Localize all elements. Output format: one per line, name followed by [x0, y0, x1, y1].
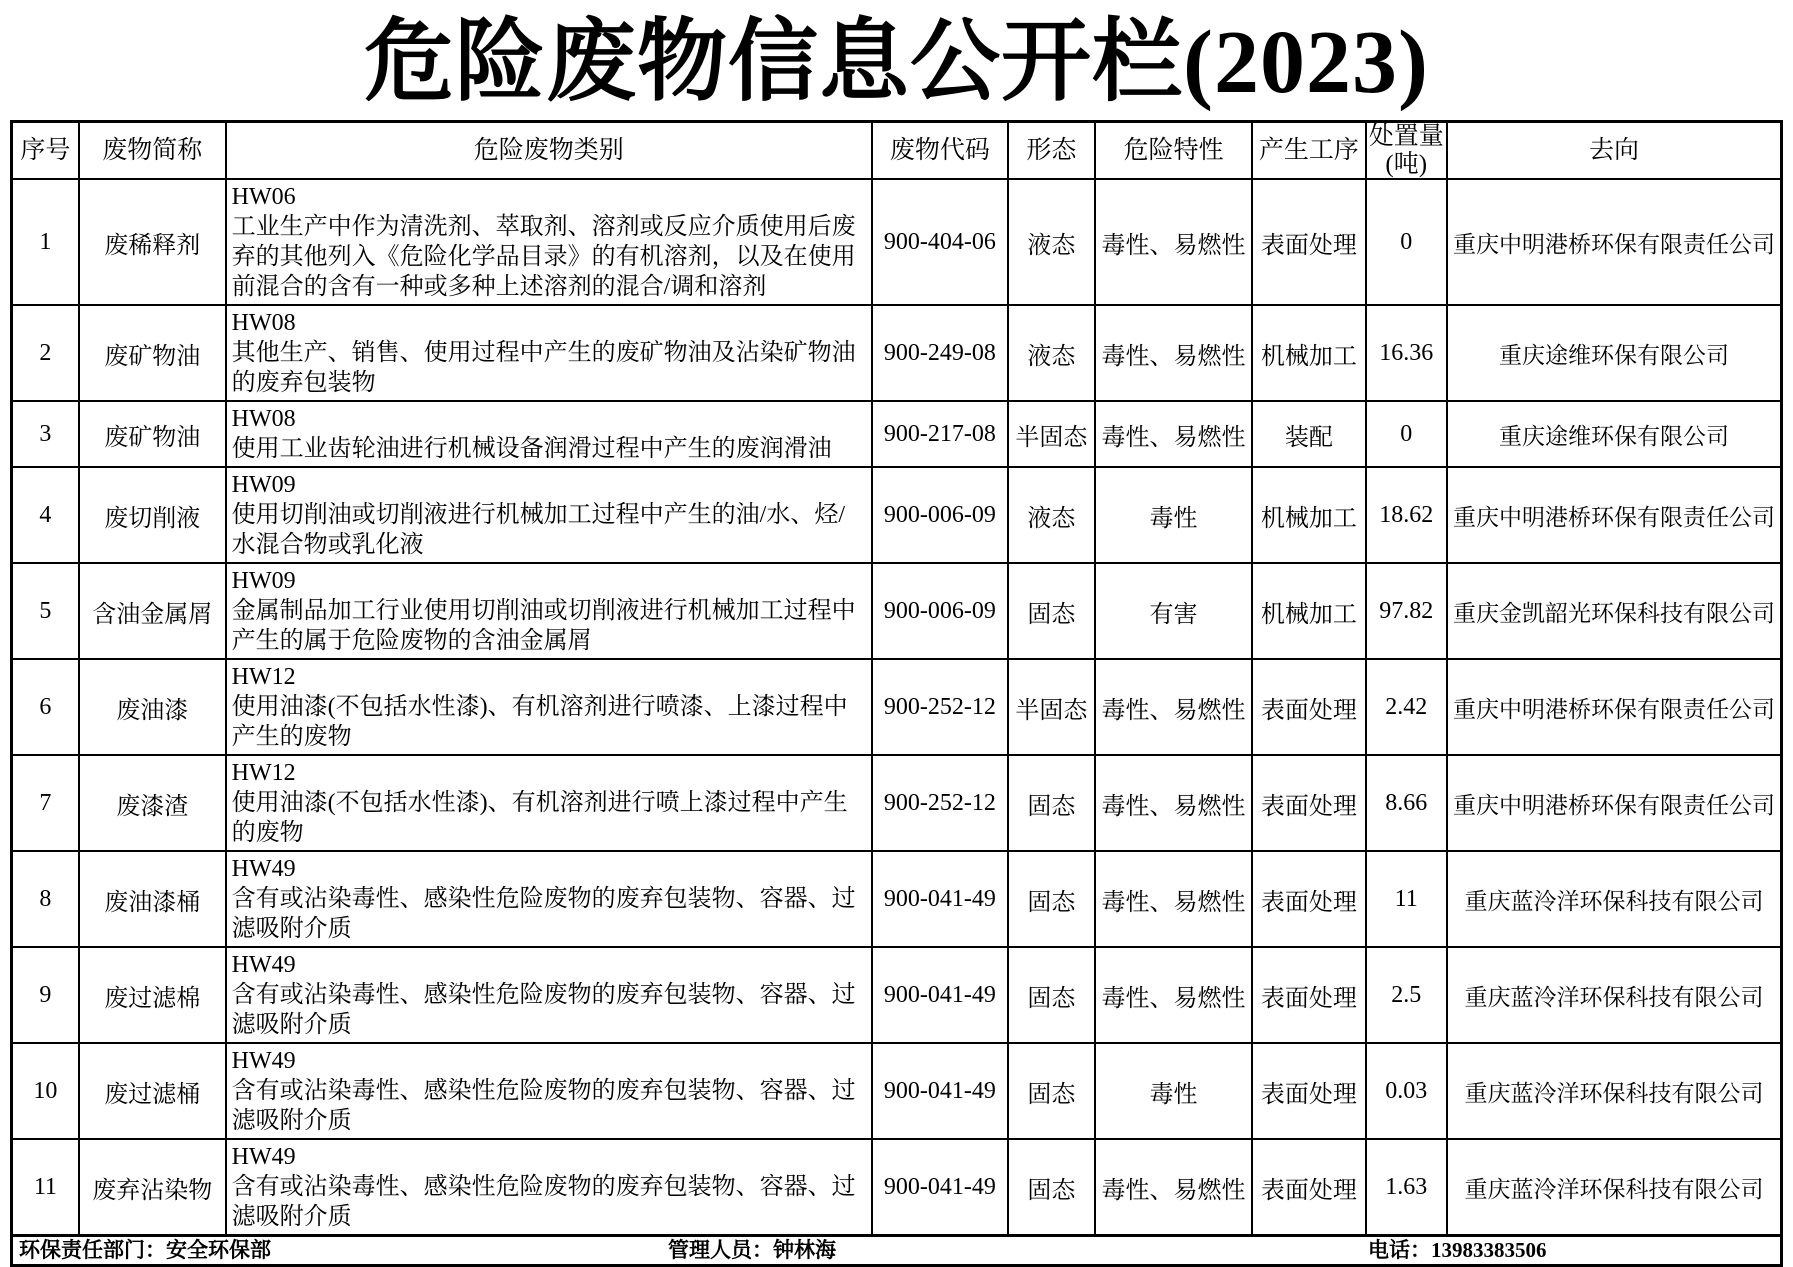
- cell-destination: 重庆中明港桥环保有限责任公司: [1447, 179, 1782, 305]
- page-title: 危险废物信息公开栏(2023): [364, 13, 1429, 112]
- cell-serial-no: 8: [12, 851, 79, 947]
- cell-hazard-traits: 毒性: [1095, 467, 1253, 563]
- cell-disposal-amount: 11: [1366, 851, 1447, 947]
- hw-category-code: HW06: [231, 184, 296, 211]
- cell-waste-name: 废漆渣: [79, 755, 226, 851]
- cell-waste-category: [226, 179, 872, 305]
- table-row: [12, 305, 1782, 401]
- table-row: [12, 947, 1782, 1043]
- table-row: [12, 401, 1782, 467]
- cell-waste-category: [226, 305, 872, 401]
- cell-waste-code: 900-041-49: [872, 851, 1008, 947]
- cell-destination: 重庆蓝泠洋环保科技有限公司: [1447, 1139, 1782, 1236]
- cell-form: 固态: [1008, 1139, 1095, 1236]
- hw-category-description: 使用工业齿轮油进行机械设备润滑过程中产生的废润滑油: [231, 436, 832, 463]
- table-row: [12, 1043, 1782, 1139]
- header-serial-no: 序号: [12, 122, 79, 180]
- cell-waste-code: 900-041-49: [872, 947, 1008, 1043]
- cell-disposal-amount: 16.36: [1366, 305, 1447, 401]
- waste-table: [10, 120, 1783, 1237]
- footer-responsible-dept: 环保责任部门：安全环保部: [19, 1238, 271, 1263]
- hw-category-description: 含有或沾染毒性、感染性危险废物的废弃包装物、容器、过滤吸附介质: [231, 886, 856, 943]
- hw-category-description: 使用切削油或切削液进行机械加工过程中产生的油/水、烃/水混合物或乳化液: [231, 502, 845, 559]
- cell-form: 半固态: [1008, 659, 1095, 755]
- table-header-row: [12, 122, 1782, 180]
- cell-hazard-traits: 毒性、易燃性: [1095, 755, 1253, 851]
- hw-category-code: HW08: [231, 406, 296, 433]
- cell-waste-code: 900-252-12: [872, 659, 1008, 755]
- cell-waste-code: 900-006-09: [872, 563, 1008, 659]
- cell-hazard-traits: 毒性、易燃性: [1095, 401, 1253, 467]
- cell-form: 液态: [1008, 305, 1095, 401]
- hw-category-code: HW12: [231, 760, 296, 787]
- table-row: [12, 659, 1782, 755]
- cell-serial-no: 7: [12, 755, 79, 851]
- cell-waste-category: [226, 659, 872, 755]
- header-process: 产生工序: [1252, 122, 1365, 180]
- hw-category-code: HW49: [231, 952, 296, 979]
- hw-category-description: 金属制品加工行业使用切削油或切削液进行机械加工过程中产生的属于危险废物的含油金属屑: [231, 598, 856, 655]
- hw-category-description: 含有或沾染毒性、感染性危险废物的废弃包装物、容器、过滤吸附介质: [231, 1078, 856, 1135]
- hw-category-description: 使用油漆(不包括水性漆)、有机溶剂进行喷漆、上漆过程中产生的废物: [231, 694, 848, 751]
- cell-destination: 重庆中明港桥环保有限责任公司: [1447, 467, 1782, 563]
- cell-serial-no: 5: [12, 563, 79, 659]
- cell-waste-category: [226, 755, 872, 851]
- footer-manager: 管理人员：钟林海: [668, 1238, 836, 1263]
- cell-disposal-amount: 0.03: [1366, 1043, 1447, 1139]
- hw-category-code: HW49: [231, 856, 296, 883]
- table-row: [12, 755, 1782, 851]
- cell-process: 表面处理: [1252, 1139, 1365, 1236]
- cell-disposal-amount: 2.5: [1366, 947, 1447, 1043]
- hw-category-description: 含有或沾染毒性、感染性危险废物的废弃包装物、容器、过滤吸附介质: [231, 1174, 856, 1231]
- header-disposal-amount: 处置量(吨): [1366, 122, 1447, 180]
- hw-category-description: 工业生产中作为清洗剂、萃取剂、溶剂或反应介质使用后废弃的其他列入《危险化学品目录》的有机溶剂，以及在使用前混合的含有一种或多种上述溶剂的混合/调和溶剂: [231, 214, 856, 301]
- cell-form: 固态: [1008, 947, 1095, 1043]
- cell-destination: 重庆金凯韶光环保科技有限公司: [1447, 563, 1782, 659]
- cell-process: 装配: [1252, 401, 1365, 467]
- cell-process: 表面处理: [1252, 179, 1365, 305]
- header-waste-code: 废物代码: [872, 122, 1008, 180]
- table-row: [12, 563, 1782, 659]
- cell-waste-code: 900-252-12: [872, 755, 1008, 851]
- cell-hazard-traits: 毒性、易燃性: [1095, 179, 1253, 305]
- cell-form: 液态: [1008, 467, 1095, 563]
- cell-disposal-amount: 97.82: [1366, 563, 1447, 659]
- cell-process: 表面处理: [1252, 755, 1365, 851]
- footer-bar: [10, 1237, 1783, 1267]
- cell-waste-category: [226, 1139, 872, 1236]
- cell-form: 液态: [1008, 179, 1095, 305]
- table-row: [12, 467, 1782, 563]
- cell-serial-no: 6: [12, 659, 79, 755]
- cell-destination: 重庆蓝泠洋环保科技有限公司: [1447, 851, 1782, 947]
- cell-waste-category: [226, 1043, 872, 1139]
- cell-waste-name: 废弃沾染物: [79, 1139, 226, 1236]
- cell-hazard-traits: 有害: [1095, 563, 1253, 659]
- footer-phone: 电话：13983383506: [1368, 1238, 1547, 1263]
- cell-waste-category: [226, 401, 872, 467]
- cell-form: 固态: [1008, 851, 1095, 947]
- cell-waste-name: 废过滤桶: [79, 1043, 226, 1139]
- cell-hazard-traits: 毒性、易燃性: [1095, 947, 1253, 1043]
- cell-hazard-traits: 毒性、易燃性: [1095, 659, 1253, 755]
- cell-disposal-amount: 18.62: [1366, 467, 1447, 563]
- hw-category-code: HW08: [231, 310, 296, 337]
- cell-disposal-amount: 1.63: [1366, 1139, 1447, 1236]
- cell-waste-code: 900-249-08: [872, 305, 1008, 401]
- cell-process: 表面处理: [1252, 851, 1365, 947]
- cell-waste-name: 废稀释剂: [79, 179, 226, 305]
- hw-category-description: 使用油漆(不包括水性漆)、有机溶剂进行喷上漆过程中产生的废物: [231, 790, 848, 847]
- cell-waste-code: 900-006-09: [872, 467, 1008, 563]
- cell-waste-name: 废过滤棉: [79, 947, 226, 1043]
- cell-waste-category: [226, 467, 872, 563]
- cell-form: 固态: [1008, 563, 1095, 659]
- cell-serial-no: 1: [12, 179, 79, 305]
- cell-waste-category: [226, 563, 872, 659]
- cell-serial-no: 11: [12, 1139, 79, 1236]
- cell-waste-name: 废切削液: [79, 467, 226, 563]
- header-waste-category: 危险废物类别: [226, 122, 872, 180]
- cell-waste-code: 900-217-08: [872, 401, 1008, 467]
- table-row: [12, 851, 1782, 947]
- cell-process: 机械加工: [1252, 467, 1365, 563]
- cell-destination: 重庆中明港桥环保有限责任公司: [1447, 659, 1782, 755]
- cell-waste-name: 废油漆桶: [79, 851, 226, 947]
- table-row: [12, 1139, 1782, 1236]
- cell-destination: 重庆途维环保有限公司: [1447, 401, 1782, 467]
- header-form: 形态: [1008, 122, 1095, 180]
- cell-serial-no: 3: [12, 401, 79, 467]
- header-hazard-traits: 危险特性: [1095, 122, 1253, 180]
- cell-waste-name: 含油金属屑: [79, 563, 226, 659]
- cell-disposal-amount: 0: [1366, 401, 1447, 467]
- cell-destination: 重庆途维环保有限公司: [1447, 305, 1782, 401]
- cell-waste-code: 900-041-49: [872, 1139, 1008, 1236]
- hw-category-code: HW49: [231, 1144, 296, 1171]
- cell-form: 固态: [1008, 755, 1095, 851]
- cell-destination: 重庆蓝泠洋环保科技有限公司: [1447, 947, 1782, 1043]
- cell-serial-no: 10: [12, 1043, 79, 1139]
- table-row: [12, 179, 1782, 305]
- cell-waste-code: 900-041-49: [872, 1043, 1008, 1139]
- cell-serial-no: 2: [12, 305, 79, 401]
- cell-waste-category: [226, 851, 872, 947]
- hw-category-code: HW49: [231, 1048, 296, 1075]
- cell-disposal-amount: 0: [1366, 179, 1447, 305]
- cell-waste-name: 废矿物油: [79, 401, 226, 467]
- cell-serial-no: 9: [12, 947, 79, 1043]
- hw-category-description: 含有或沾染毒性、感染性危险废物的废弃包装物、容器、过滤吸附介质: [231, 982, 856, 1039]
- cell-hazard-traits: 毒性、易燃性: [1095, 1139, 1253, 1236]
- cell-waste-code: 900-404-06: [872, 179, 1008, 305]
- cell-disposal-amount: 2.42: [1366, 659, 1447, 755]
- cell-process: 表面处理: [1252, 1043, 1365, 1139]
- header-waste-name: 废物简称: [79, 122, 226, 180]
- header-destination: 去向: [1447, 122, 1782, 180]
- cell-process: 机械加工: [1252, 305, 1365, 401]
- cell-destination: 重庆蓝泠洋环保科技有限公司: [1447, 1043, 1782, 1139]
- cell-process: 机械加工: [1252, 563, 1365, 659]
- cell-process: 表面处理: [1252, 947, 1365, 1043]
- cell-disposal-amount: 8.66: [1366, 755, 1447, 851]
- cell-form: 半固态: [1008, 401, 1095, 467]
- cell-waste-name: 废矿物油: [79, 305, 226, 401]
- cell-hazard-traits: 毒性: [1095, 1043, 1253, 1139]
- cell-destination: 重庆中明港桥环保有限责任公司: [1447, 755, 1782, 851]
- cell-process: 表面处理: [1252, 659, 1365, 755]
- cell-hazard-traits: 毒性、易燃性: [1095, 851, 1253, 947]
- waste-table-body: [12, 179, 1782, 1236]
- cell-hazard-traits: 毒性、易燃性: [1095, 305, 1253, 401]
- cell-waste-name: 废油漆: [79, 659, 226, 755]
- cell-waste-category: [226, 947, 872, 1043]
- cell-serial-no: 4: [12, 467, 79, 563]
- hw-category-description: 其他生产、销售、使用过程中产生的废矿物油及沾染矿物油的废弃包装物: [231, 340, 856, 397]
- hw-category-code: HW09: [231, 472, 296, 499]
- hw-category-code: HW12: [231, 664, 296, 691]
- cell-form: 固态: [1008, 1043, 1095, 1139]
- hw-category-code: HW09: [231, 568, 296, 595]
